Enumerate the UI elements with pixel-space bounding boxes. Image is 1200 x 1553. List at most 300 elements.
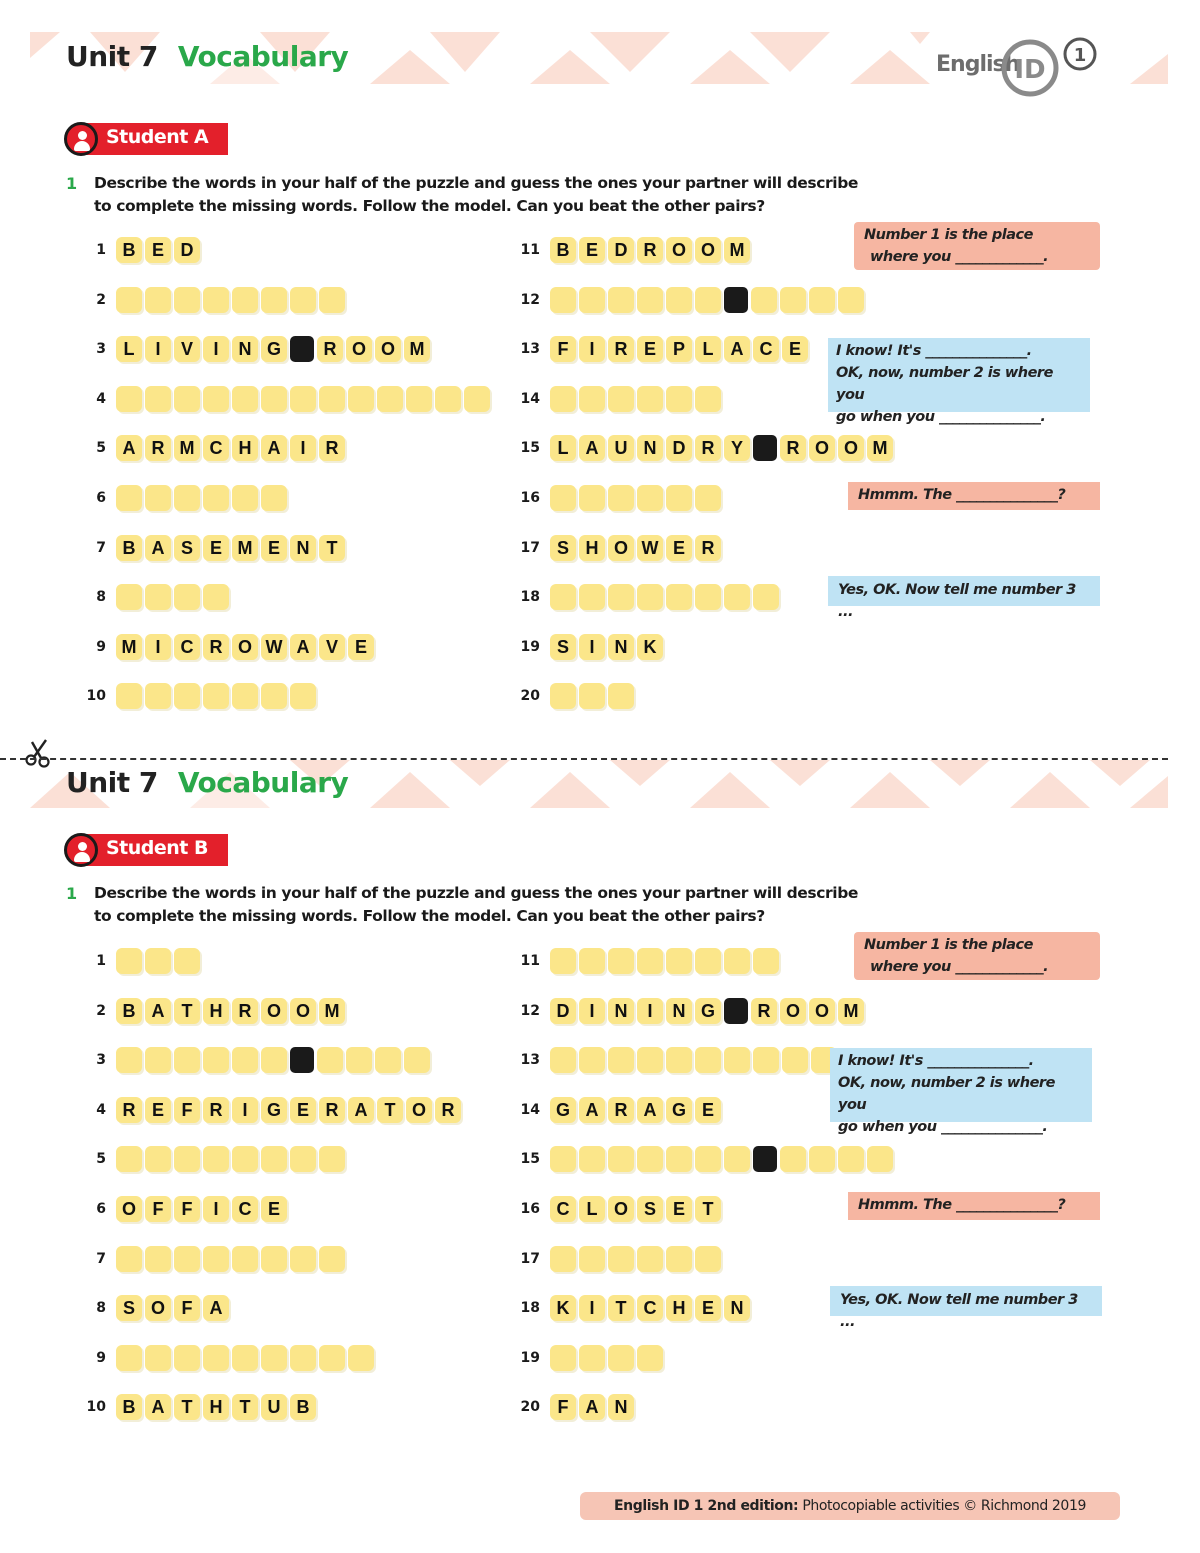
row-number: 6 <box>96 490 106 506</box>
word-tiles <box>116 998 345 1024</box>
bubble-1-line-1: Number 1 is the place <box>864 227 1033 243</box>
row-number: 11 <box>520 953 540 969</box>
empty-letter-tile[interactable] <box>780 1146 806 1172</box>
row-number: 15 <box>520 440 540 456</box>
empty-letter-tile[interactable] <box>809 1146 835 1172</box>
letter-tile: U <box>608 435 634 461</box>
exercise-instruction <box>94 882 858 928</box>
letter-tile: L <box>579 1196 605 1222</box>
empty-letter-tile[interactable] <box>116 1345 142 1371</box>
row-number: 7 <box>96 540 106 556</box>
empty-letter-tile[interactable] <box>203 1345 229 1371</box>
empty-letter-tile[interactable] <box>753 948 779 974</box>
letter-tile: H <box>232 435 258 461</box>
letter-tile: B <box>116 998 142 1024</box>
empty-letter-tile[interactable] <box>319 1146 345 1172</box>
empty-letter-tile[interactable] <box>145 1246 171 1272</box>
letter-tile: F <box>174 1097 200 1123</box>
letter-tile: H <box>579 535 605 561</box>
speech-bubble-3 <box>848 1192 1100 1220</box>
empty-letter-tile[interactable] <box>348 1345 374 1371</box>
row-number: 3 <box>96 341 106 357</box>
word-tiles <box>116 1246 345 1272</box>
row-number: 4 <box>96 391 106 407</box>
unit-heading <box>66 766 348 799</box>
instruction-line-1: Describe the words in your half of the puzzle and guess the ones your partner will describe <box>94 884 858 902</box>
letter-tile: A <box>261 435 287 461</box>
letter-tile: N <box>608 634 634 660</box>
letter-tile: N <box>608 998 634 1024</box>
letter-tile: I <box>203 336 229 362</box>
empty-letter-tile[interactable] <box>145 1146 171 1172</box>
bubble-1-line-2: where you _____________. <box>870 959 1049 975</box>
letter-tile: S <box>550 634 576 660</box>
letter-tile: A <box>145 535 171 561</box>
empty-letter-tile[interactable] <box>579 1345 605 1371</box>
empty-letter-tile[interactable] <box>232 1246 258 1272</box>
letter-tile: B <box>550 237 576 263</box>
word-tiles <box>550 1047 837 1073</box>
row-number: 1 <box>96 242 106 258</box>
bubble-2-line-2: OK, now, number 2 is where you <box>836 365 1053 403</box>
row-number: 2 <box>96 292 106 308</box>
bubble-2-line-3: go when you _______________. <box>836 409 1046 425</box>
letter-tile: O <box>780 998 806 1024</box>
bubble-2-line-2: OK, now, number 2 is where you <box>838 1075 1055 1113</box>
empty-letter-tile[interactable] <box>319 1345 345 1371</box>
empty-letter-tile[interactable] <box>666 1146 692 1172</box>
section-label: Vocabulary <box>177 40 349 73</box>
bubble-2-line-1: I know! It's _______________. <box>838 1053 1034 1069</box>
letter-tile: R <box>319 1097 345 1123</box>
letter-tile: G <box>261 336 287 362</box>
row-number: 2 <box>96 1003 106 1019</box>
letter-tile: A <box>579 1394 605 1420</box>
instruction-line-2: to complete the missing words. Follow the model. Can you beat the other pairs? <box>94 907 765 925</box>
letter-tile: R <box>637 237 663 263</box>
letter-tile: M <box>319 998 345 1024</box>
empty-letter-tile[interactable] <box>174 1047 200 1073</box>
letter-tile: L <box>116 336 142 362</box>
letter-tile: A <box>145 1394 171 1420</box>
letter-tile: N <box>666 998 692 1024</box>
row-number: 19 <box>520 639 540 655</box>
empty-letter-tile[interactable] <box>695 1047 721 1073</box>
row-number: 1 <box>96 953 106 969</box>
letter-tile: R <box>145 435 171 461</box>
letter-tile: B <box>116 535 142 561</box>
letter-tile: O <box>608 1196 634 1222</box>
letter-tile: N <box>637 435 663 461</box>
empty-letter-tile[interactable] <box>608 1047 634 1073</box>
letter-tile: F <box>145 1196 171 1222</box>
letter-tile: I <box>145 336 171 362</box>
letter-tile: H <box>666 1295 692 1321</box>
empty-letter-tile[interactable] <box>666 1246 692 1272</box>
letter-tile: C <box>753 336 779 362</box>
letter-tile: W <box>637 535 663 561</box>
row-number: 20 <box>520 688 540 704</box>
row-number: 16 <box>520 1201 540 1217</box>
letter-tile: C <box>174 634 200 660</box>
empty-letter-tile[interactable] <box>579 1047 605 1073</box>
empty-letter-tile[interactable] <box>579 1246 605 1272</box>
row-number: 4 <box>96 1102 106 1118</box>
letter-tile: I <box>637 998 663 1024</box>
letter-tile: G <box>666 1097 692 1123</box>
letter-tile: B <box>116 237 142 263</box>
letter-tile: D <box>550 998 576 1024</box>
letter-tile: A <box>579 435 605 461</box>
empty-letter-tile[interactable] <box>404 1047 430 1073</box>
empty-letter-tile[interactable] <box>666 948 692 974</box>
letter-tile: T <box>377 1097 403 1123</box>
empty-letter-tile[interactable] <box>145 948 171 974</box>
empty-letter-tile[interactable] <box>550 1246 576 1272</box>
empty-letter-tile[interactable] <box>346 1047 372 1073</box>
letter-tile: F <box>550 336 576 362</box>
row-number: 6 <box>96 1201 106 1217</box>
word-tiles <box>550 1394 634 1420</box>
empty-letter-tile[interactable] <box>550 1345 576 1371</box>
letter-tile: C <box>203 435 229 461</box>
row-number: 18 <box>520 589 540 605</box>
instruction-line-1: Describe the words in your half of the puzzle and guess the ones your partner will describe <box>94 174 858 192</box>
letter-tile: E <box>290 1097 316 1123</box>
letter-tile: A <box>637 1097 663 1123</box>
row-number: 5 <box>96 1151 106 1167</box>
letter-tile: R <box>203 634 229 660</box>
empty-letter-tile[interactable] <box>579 948 605 974</box>
letter-tile: O <box>232 634 258 660</box>
word-tiles <box>116 948 200 974</box>
unit-label: Unit 7 <box>66 40 158 73</box>
empty-letter-tile[interactable] <box>753 1047 779 1073</box>
letter-tile: S <box>550 535 576 561</box>
empty-letter-tile[interactable] <box>637 948 663 974</box>
letter-tile: T <box>608 1295 634 1321</box>
empty-letter-tile[interactable] <box>145 1345 171 1371</box>
bubble-3-text: Hmmm. The _______________? <box>858 1197 1066 1213</box>
letter-tile: M <box>232 535 258 561</box>
empty-letter-tile[interactable] <box>608 1146 634 1172</box>
row-number: 7 <box>96 1251 106 1267</box>
letter-tile: N <box>608 1394 634 1420</box>
letter-tile: O <box>375 336 401 362</box>
letter-tile: T <box>319 535 345 561</box>
row-number: 17 <box>520 1251 540 1267</box>
bubble-4-text: Yes, OK. Now tell me number 3 ... <box>838 582 1076 620</box>
empty-letter-tile[interactable] <box>724 1146 750 1172</box>
letter-tile: G <box>261 1097 287 1123</box>
letter-tile: O <box>261 998 287 1024</box>
bubble-2-line-1: I know! It's _______________. <box>836 343 1032 359</box>
empty-letter-tile[interactable] <box>290 1345 316 1371</box>
empty-letter-tile[interactable] <box>174 1146 200 1172</box>
empty-letter-tile[interactable] <box>637 1146 663 1172</box>
logo-level: 1 <box>1073 45 1087 66</box>
empty-letter-tile[interactable] <box>637 1246 663 1272</box>
empty-letter-tile[interactable] <box>232 1146 258 1172</box>
bubble-1-line-1: Number 1 is the place <box>864 937 1033 953</box>
row-number: 13 <box>520 341 540 357</box>
letter-tile: C <box>550 1196 576 1222</box>
letter-tile: D <box>608 237 634 263</box>
letter-tile: A <box>579 1097 605 1123</box>
empty-letter-tile[interactable] <box>261 1246 287 1272</box>
letter-tile: B <box>290 1394 316 1420</box>
row-number: 16 <box>520 490 540 506</box>
letter-tile: M <box>404 336 430 362</box>
letter-tile: F <box>550 1394 576 1420</box>
letter-tile: G <box>695 998 721 1024</box>
empty-letter-tile[interactable] <box>261 1146 287 1172</box>
empty-letter-tile[interactable] <box>317 1047 343 1073</box>
word-tiles <box>116 1196 287 1222</box>
bubble-1-line-2: where you _____________. <box>870 249 1049 265</box>
word-tiles <box>550 1097 721 1123</box>
letter-tile: I <box>579 634 605 660</box>
letter-tile: N <box>724 1295 750 1321</box>
empty-letter-tile[interactable] <box>174 1246 200 1272</box>
row-number: 5 <box>96 440 106 456</box>
row-number: 15 <box>520 1151 540 1167</box>
empty-letter-tile[interactable] <box>203 1047 229 1073</box>
letter-tile: L <box>695 336 721 362</box>
letter-tile: C <box>637 1295 663 1321</box>
empty-letter-tile[interactable] <box>608 1345 634 1371</box>
row-number: 20 <box>520 1399 540 1415</box>
word-tiles <box>550 1295 750 1321</box>
instruction-line-2: to complete the missing words. Follow the model. Can you beat the other pairs? <box>94 197 765 215</box>
speech-bubble-1 <box>854 932 1100 980</box>
word-tiles <box>550 998 864 1024</box>
footer-copyright <box>580 1492 1120 1520</box>
row-number: 9 <box>96 639 106 655</box>
letter-tile: O <box>838 435 864 461</box>
word-space-block <box>290 1047 314 1073</box>
row-number: 10 <box>86 688 106 704</box>
letter-tile: O <box>666 237 692 263</box>
letter-tile: P <box>666 336 692 362</box>
empty-letter-tile[interactable] <box>116 1047 142 1073</box>
empty-letter-tile[interactable] <box>174 1345 200 1371</box>
letter-tile: A <box>116 435 142 461</box>
letter-tile: O <box>116 1196 142 1222</box>
letter-tile: R <box>608 1097 634 1123</box>
letter-tile: F <box>174 1295 200 1321</box>
letter-tile: A <box>290 634 316 660</box>
letter-tile: R <box>319 435 345 461</box>
letter-tile: O <box>145 1295 171 1321</box>
letter-tile: V <box>174 336 200 362</box>
letter-tile: A <box>348 1097 374 1123</box>
row-number: 18 <box>520 1300 540 1316</box>
row-number: 19 <box>520 1350 540 1366</box>
empty-letter-tile[interactable] <box>724 1047 750 1073</box>
letter-tile: I <box>145 634 171 660</box>
letter-tile: R <box>116 1097 142 1123</box>
letter-tile: L <box>550 435 576 461</box>
empty-letter-tile[interactable] <box>290 1146 316 1172</box>
unit-label: Unit 7 <box>66 766 158 799</box>
letter-tile: M <box>116 634 142 660</box>
empty-letter-tile[interactable] <box>695 1246 721 1272</box>
row-number: 8 <box>96 589 106 605</box>
empty-letter-tile[interactable] <box>724 948 750 974</box>
letter-tile: E <box>579 237 605 263</box>
letter-tile: O <box>608 535 634 561</box>
word-tiles <box>116 1146 345 1172</box>
footer-edition: English ID 1 2nd edition: <box>614 1498 799 1514</box>
letter-tile: R <box>695 535 721 561</box>
empty-letter-tile[interactable] <box>261 1345 287 1371</box>
letter-tile: H <box>203 998 229 1024</box>
empty-letter-tile[interactable] <box>375 1047 401 1073</box>
empty-letter-tile[interactable] <box>174 948 200 974</box>
letter-tile: R <box>317 336 343 362</box>
empty-letter-tile[interactable] <box>550 948 576 974</box>
letter-tile: N <box>290 535 316 561</box>
empty-letter-tile[interactable] <box>637 1345 663 1371</box>
letter-tile: E <box>666 1196 692 1222</box>
row-number: 3 <box>96 1052 106 1068</box>
row-number: 14 <box>520 391 540 407</box>
empty-letter-tile[interactable] <box>550 1047 576 1073</box>
letter-tile: O <box>346 336 372 362</box>
row-number: 12 <box>520 1003 540 1019</box>
empty-letter-tile[interactable] <box>838 1146 864 1172</box>
row-number: 17 <box>520 540 540 556</box>
letter-tile: W <box>261 634 287 660</box>
letter-tile: O <box>809 998 835 1024</box>
empty-letter-tile[interactable] <box>637 1047 663 1073</box>
letter-tile: I <box>203 1196 229 1222</box>
letter-tile: E <box>348 634 374 660</box>
empty-letter-tile[interactable] <box>579 1146 605 1172</box>
letter-tile: T <box>695 1196 721 1222</box>
letter-tile: H <box>203 1394 229 1420</box>
letter-tile: E <box>637 336 663 362</box>
empty-letter-tile[interactable] <box>782 1047 808 1073</box>
logo-text: English <box>936 52 1020 77</box>
empty-letter-tile[interactable] <box>608 1246 634 1272</box>
speech-bubble-2 <box>830 1048 1092 1135</box>
letter-tile: E <box>666 535 692 561</box>
empty-letter-tile[interactable] <box>116 1246 142 1272</box>
empty-letter-tile[interactable] <box>695 948 721 974</box>
letter-tile: E <box>261 535 287 561</box>
empty-letter-tile[interactable] <box>203 1146 229 1172</box>
letter-tile: O <box>809 435 835 461</box>
letter-tile: O <box>406 1097 432 1123</box>
word-tiles <box>116 1394 316 1420</box>
word-tiles <box>550 1345 663 1371</box>
word-tiles <box>550 1246 721 1272</box>
row-number: 10 <box>86 1399 106 1415</box>
letter-tile: F <box>174 1196 200 1222</box>
row-number: 13 <box>520 1052 540 1068</box>
letter-tile: K <box>637 634 663 660</box>
speech-bubble-4 <box>830 1286 1102 1330</box>
bubble-4-text: Yes, OK. Now tell me number 3 ... <box>840 1292 1078 1330</box>
empty-letter-tile[interactable] <box>666 1047 692 1073</box>
empty-letter-tile[interactable] <box>203 1246 229 1272</box>
section-label: Vocabulary <box>177 766 349 799</box>
footer-rights: Photocopiable activities © Richmond 2019 <box>798 1498 1086 1514</box>
letter-tile: R <box>751 998 777 1024</box>
letter-tile: D <box>174 237 200 263</box>
letter-tile: A <box>203 1295 229 1321</box>
letter-tile: I <box>579 1295 605 1321</box>
word-tiles <box>116 1345 374 1371</box>
letter-tile: I <box>579 336 605 362</box>
student-a-label: Student A <box>106 126 209 148</box>
exercise-number: 1 <box>66 174 78 193</box>
letter-tile: K <box>550 1295 576 1321</box>
letter-tile: E <box>695 1295 721 1321</box>
bubble-3-text: Hmmm. The _______________? <box>858 487 1066 503</box>
word-tiles <box>550 1196 721 1222</box>
letter-tile: S <box>116 1295 142 1321</box>
empty-letter-tile[interactable] <box>116 1146 142 1172</box>
letter-tile: A <box>724 336 750 362</box>
letter-tile: A <box>145 998 171 1024</box>
empty-letter-tile[interactable] <box>867 1146 893 1172</box>
empty-letter-tile[interactable] <box>116 948 142 974</box>
logo-mark: ID <box>1014 55 1046 85</box>
empty-letter-tile[interactable] <box>261 1047 287 1073</box>
letter-tile: M <box>838 998 864 1024</box>
empty-letter-tile[interactable] <box>232 1345 258 1371</box>
letter-tile: C <box>232 1196 258 1222</box>
row-number: 8 <box>96 1300 106 1316</box>
letter-tile: E <box>145 237 171 263</box>
letter-tile: O <box>290 998 316 1024</box>
letter-tile: M <box>724 237 750 263</box>
empty-letter-tile[interactable] <box>608 948 634 974</box>
letter-tile: B <box>116 1394 142 1420</box>
letter-tile: M <box>174 435 200 461</box>
letter-tile: G <box>550 1097 576 1123</box>
letter-tile: E <box>695 1097 721 1123</box>
empty-letter-tile[interactable] <box>319 1246 345 1272</box>
letter-tile: T <box>174 1394 200 1420</box>
empty-letter-tile[interactable] <box>695 1146 721 1172</box>
row-number: 12 <box>520 292 540 308</box>
letter-tile: R <box>232 998 258 1024</box>
word-space-block <box>753 1146 777 1172</box>
empty-letter-tile[interactable] <box>550 1146 576 1172</box>
empty-letter-tile[interactable] <box>145 1047 171 1073</box>
word-space-block <box>724 998 748 1024</box>
letter-tile: I <box>232 1097 258 1123</box>
bubble-2-line-3: go when you _______________. <box>838 1119 1048 1135</box>
row-number: 9 <box>96 1350 106 1366</box>
letter-tile: E <box>203 535 229 561</box>
letter-tile: M <box>867 435 893 461</box>
letter-tile: D <box>666 435 692 461</box>
empty-letter-tile[interactable] <box>232 1047 258 1073</box>
letter-tile: R <box>203 1097 229 1123</box>
letter-tile: U <box>261 1394 287 1420</box>
empty-letter-tile[interactable] <box>290 1246 316 1272</box>
letter-tile: S <box>174 535 200 561</box>
letter-tile: Y <box>724 435 750 461</box>
student-icon <box>64 833 98 867</box>
letter-tile: I <box>290 435 316 461</box>
letter-tile: E <box>145 1097 171 1123</box>
